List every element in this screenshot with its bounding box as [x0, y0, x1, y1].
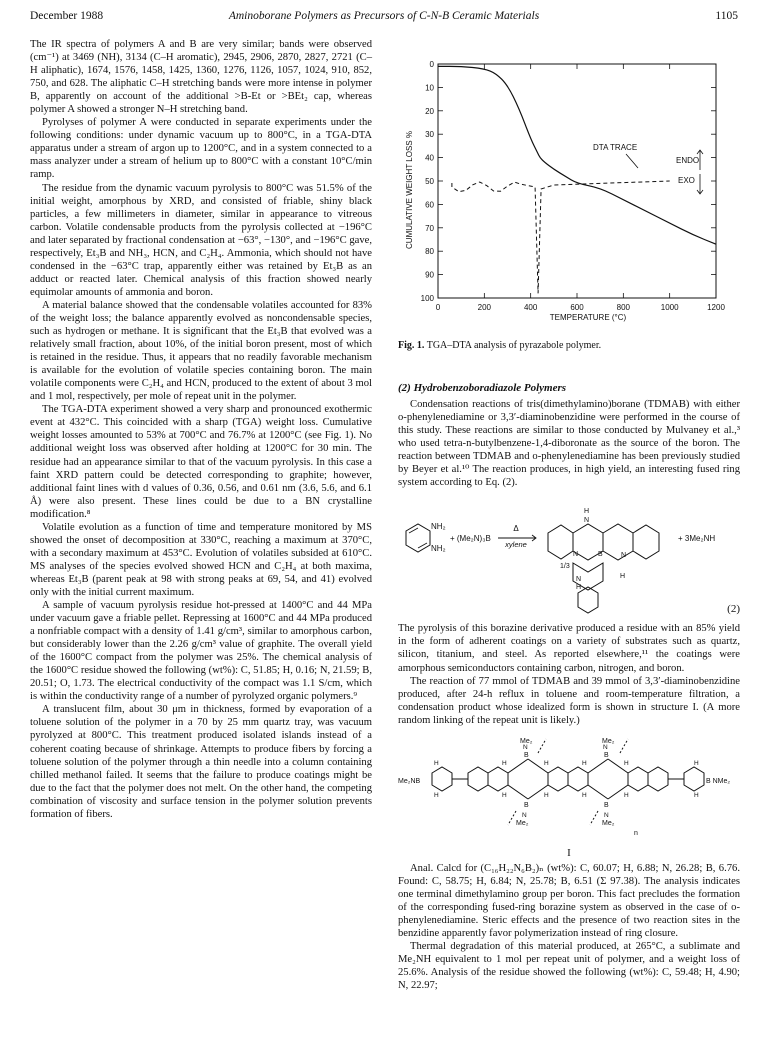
paragraph-diaminobenzidine: The reaction of 77 mmol of TDMAB and 39 mmol of 3,3′-diaminobenzidine produced, after 24-h reflux in toluene and room-temperature filtration, a condensation product whose idealized form is shown in structure I. (A more random linking of the repeat unit is likely.) — [398, 675, 740, 726]
svg-text:H: H — [620, 573, 626, 581]
svg-text:N: N — [522, 811, 527, 819]
x-tick-label: 1200 — [707, 303, 725, 312]
equation-number: (2) — [727, 603, 740, 616]
svg-text:H: H — [624, 759, 629, 767]
figure-caption-text: TGA–DTA analysis of pyrazabole polymer. — [426, 340, 602, 351]
y-axis-label: CUMULATIVE WEIGHT LOSS % — [405, 131, 414, 249]
svg-text:H: H — [576, 584, 582, 592]
nh2-top: NH₂ — [431, 522, 446, 532]
section-heading: (2) Hydrobenzoboradiazole Polymers — [398, 382, 567, 394]
equation-2-scheme — [398, 493, 740, 618]
svg-text:H: H — [582, 759, 587, 767]
x-tick-label: 800 — [616, 303, 631, 312]
chart-axes — [438, 64, 716, 298]
svg-text:H: H — [434, 791, 439, 799]
svg-text:N: N — [621, 552, 627, 560]
paragraph-material-balance: A material balance showed that the condensable volatiles accounted for 83% of the weight loss; the balance apparently evolved as noncondensable species, such as hydrogen or methane. It is significant that the Et₃B that evolved was a relatively small fraction, about 10%, of the initial boron present, most of which is retained in the residue. Thus, it appears that no readily favorable mechanism is available for the evolution of volatile species containing boron. The main volatile components were C₂H₄ and HCN, produced to the extent of about 3 mol and 1 mol, respectively, per mole of repeat unit in the polymer. — [30, 299, 372, 403]
paragraph-tga-dta: The TGA-DTA experiment showed a very sharp and pronounced exothermic event at 432°C. This coincided with a sharp (TGA) weight loss. Cumulative weight losses amounted to 53% at 700°C and 76.7% at 1200°C (see Fig. 1). No additional weight loss was observed after holding at 1200°C for 30 min. The residue had an appearance similar to that of the vacuum pyrolysis. In this case a faint XRD pattern could be detected corresponding to graphite; however, additional faint lines with d values of 0.36, 0.56, and 0.61 nm (3.6, 5.6, and 6.1 Å) were also present. These lines could be due to a BN crystalline modification.⁸ — [30, 404, 372, 520]
structure-me2-3: Me₂ — [516, 819, 529, 827]
running-date: December 1988 — [30, 10, 104, 22]
x-tick-label: 200 — [477, 303, 492, 312]
exo-arrow — [697, 174, 703, 194]
right-column — [398, 372, 740, 992]
svg-text:H: H — [584, 508, 590, 516]
dta-trace-label: DTA TRACE — [593, 143, 638, 152]
x-axis-label: TEMPERATURE (°C) — [549, 313, 627, 322]
svg-text:N: N — [576, 576, 582, 584]
svg-text:H: H — [544, 759, 549, 767]
endo-label: ENDO — [676, 156, 700, 165]
chart-ticks — [421, 60, 726, 312]
dta-trace-pointer — [626, 154, 638, 168]
structure-me2-1: Me₂ — [520, 737, 533, 745]
product-coefficient: 1/3 — [560, 563, 570, 571]
x-tick-label: 400 — [523, 303, 538, 312]
svg-text:N: N — [584, 517, 590, 525]
nh2-bottom: NH₂ — [431, 544, 446, 554]
svg-text:H: H — [624, 791, 629, 799]
svg-text:N: N — [523, 743, 528, 751]
structure-me2-4: Me₂ — [602, 819, 615, 827]
running-title: Aminoborane Polymers as Precursors of C-N-B Ceramic Materials — [228, 10, 540, 22]
x-tick-label: 600 — [570, 303, 584, 312]
svg-text:H: H — [694, 759, 699, 767]
exo-label: EXO — [678, 176, 695, 185]
structure-right-end: B NMe₂ — [706, 777, 731, 785]
figure-caption-label: Fig. 1. — [398, 340, 425, 351]
left-column — [30, 38, 372, 821]
svg-text:H: H — [582, 791, 587, 799]
structure-label: I — [567, 846, 571, 859]
y-tick-label: 10 — [425, 83, 434, 93]
svg-text:H: H — [544, 791, 549, 799]
figure-caption — [398, 340, 601, 351]
paragraph-translucent-film: A translucent film, about 30 μm in thickness, formed by evaporation of a toluene solution of the polymer in a 70 by 25 mm quartz tray, was vacuum pyrolyzed at 800°C. This treatment produced isolated islands instead of a coherent coating because of shrinkage. Attempts to produce fibers by forcing a toluene solution of the polymer through a thin needle into a column containing chilled methanol failed. It seems that the failure to produce coatings might be due to the fact that the polymer does not melt. On the other hand, the competing combination of viscosity and surface tension in the polymer solution prevents formation of fibers. — [30, 704, 372, 820]
reagent-tdmab: + (Me₂N)₃B — [450, 534, 491, 544]
y-tick-label: 90 — [425, 270, 434, 280]
y-tick-label: 40 — [425, 153, 434, 163]
page-number: 1105 — [715, 10, 738, 22]
svg-text:B: B — [598, 551, 603, 559]
x-tick-label: 0 — [435, 303, 441, 312]
byproduct-dimethylamine: + 3Me₂NH — [678, 534, 716, 544]
svg-text:H: H — [434, 759, 439, 767]
tga-curve — [438, 66, 716, 244]
paragraph-pyrolysis-conditions: Pyrolyses of polymer A were conducted in separate experiments under the following conditions: under dynamic vacuum up to 800°C, in a TGA-DTA apparatus under a stream of argon up to 1200°C, and in a system connected to a mass analyzer under a stream of helium up to 800°C with a constant 10°C/min ramp. — [30, 117, 372, 181]
structure-I-drawing — [398, 731, 740, 843]
arrow-condition-bottom: xylene — [505, 540, 527, 550]
svg-text:B: B — [524, 751, 529, 759]
y-tick-label: 0 — [429, 60, 434, 69]
equation-2 — [398, 493, 740, 618]
svg-text:B: B — [524, 801, 529, 809]
paragraph-thermal-degradation: Thermal degradation of this material produced, at 265°C, a sublimate and Me₂NH equivalent to 1 mol per repeat unit of polymer, and a weight loss of 25.6%. Analysis of the residue showed the following (wt%): C, 59.48; H, 4.90; N, 22.97; — [398, 941, 740, 992]
tga-dta-chart — [398, 50, 738, 330]
structure-left-end: Me₂NB — [398, 777, 421, 785]
x-tick-label: 1000 — [660, 303, 679, 312]
structure-me2-2: Me₂ — [602, 737, 615, 745]
y-tick-label: 100 — [420, 294, 434, 303]
svg-text:N: N — [573, 551, 579, 559]
y-tick-label: 70 — [425, 223, 434, 233]
y-tick-label: 60 — [425, 200, 434, 210]
paragraph-volatile-evolution: Volatile evolution as a function of time and temperature monitored by MS showed the onset of decomposition at 330°C, reaching a maximum at 370°C, with a secondary maximum at 453°C. Evolution of volatiles subsided at 610°C. MS analyses of the species evolved showed HCN and C₂H₄ at both maxima, whereas Et₃B (parent peak at 98 with strong peaks at 69, 54, and 41) evolved only with the initial current maximum. — [30, 521, 372, 598]
dta-trace — [452, 181, 670, 293]
y-tick-label: 20 — [425, 106, 434, 116]
paragraph-ir-spectra: The IR spectra of polymers A and B are very similar; bands were observed (cm⁻¹) at 3469 (NH), 3134 (C–H aromatic), 2945, 2906, 2870, 2827, 2721 (C–H aliphatic), 1674, 1576, 1458, 1425, 1360, 1276, 1126, 1057, 1024, 910, 852, 750, and 628. The aliphatic C–H stretching bands were more intense in polymer B, apparently on account of the additional >B-Et or >BEt₂ cap, whereas polymer A showed a stronger N–H stretching band. — [30, 39, 372, 116]
svg-text:H: H — [694, 791, 699, 799]
y-tick-label: 80 — [425, 247, 434, 257]
structure-repeat-n: n — [634, 829, 638, 837]
svg-text:H: H — [502, 791, 507, 799]
paragraph-condensation: Condensation reactions of tris(dimethylamino)borane (TDMAB) with either o-phenylenediamine or 3,3′-diaminobenzidine were performed in the course of this study. These reactions are similar to those conducted by Mulvaney et al.,³ who used tetra-n-butylbenzene-1,4-diboronate as the source of the boron. The reaction between TDMAB and o-phenylenediamine has been previously studied by Beyer et al.¹⁰ The reaction produces, in high yield, an interesting fused ring system according to Eq. (2). — [398, 399, 740, 489]
svg-text:H: H — [502, 759, 507, 767]
paragraph-hot-pressed: A sample of vacuum pyrolysis residue hot-pressed at 1400°C and 44 MPa under vacuum gave a friable pellet. Repressing at 1600°C and 44 MPa produced a nonfriable compact with a density of 1.41 g/cm³, similar to amorphous carbon, but considerably lower than the 2.26 g/cm³ value of graphite. The overall yield of the 1600°C compact from the polymer was 25%. The chemical analysis of the 1600°C residue showed the following (wt%): C, 51.85; H, 0.16; N, 21.59; B, 20.51; O, 1.73. The electrical conductivity of the compact was 1.1 S/cm, which is within the conductivity range of a number of pyrolyzed organic polymers.⁹ — [30, 600, 372, 703]
paragraph-vacuum-residue: The residue from the dynamic vacuum pyrolysis to 800°C was 51.5% of the initial weight, amorphous by XRD, and consisted of friable, shiny black particles, a few millimeters in diameter, similar in appearance to vitreous carbon. Volatile condensable products from the pyrolysis collected at −196°C and later separated by fractional condensation at −63°, −130°, and −196°C gave, respectively, Et₃B and NH₃, HCN, and C₂H₄. Ammonia, which should not have condensed in the −63°C trap, apparently either was retained by Et₃B as an adduct or reacted later. Chemical analysis of this fraction showed nearly equimolar amounts of ammonia and boron. — [30, 182, 372, 298]
plot-frame — [438, 64, 716, 298]
y-tick-label: 30 — [425, 130, 434, 140]
paragraph-analysis: Anal. Calcd for (C₁₆H₂₂N₆B₂)ₙ (wt%): C, 60.07; H, 6.88; N, 26.28; B, 6.76. Found: C, 58.75; H, 6.84; N, 25.78; B, 6.51 (Σ 97.38). The analysis indicates one terminal dimethylamino group per boron. This fact precludes the formation of the corresponding fused-ring borazine system as observed in the case of o-phenylenediamine. Steric effects and the presence of two reaction sites in the benzidine apparently favor polymerization instead of ring closure. — [398, 862, 740, 940]
arrow-condition-top: Δ — [513, 524, 519, 534]
svg-text:N: N — [603, 743, 608, 751]
svg-text:B: B — [604, 801, 609, 809]
svg-text:B: B — [604, 751, 609, 759]
paragraph-borazine-pyrolysis: The pyrolysis of this borazine derivative produced a residue with an 85% yield in the form of adherent coatings on a variety of substrates such as quartz, silicon, titanium, and steel. As reported elsewhere,¹¹ the coatings were amorphous semiconductors containing carbon, nitrogen, and boron. — [398, 623, 740, 674]
y-tick-label: 50 — [425, 177, 434, 186]
svg-text:N: N — [604, 811, 609, 819]
